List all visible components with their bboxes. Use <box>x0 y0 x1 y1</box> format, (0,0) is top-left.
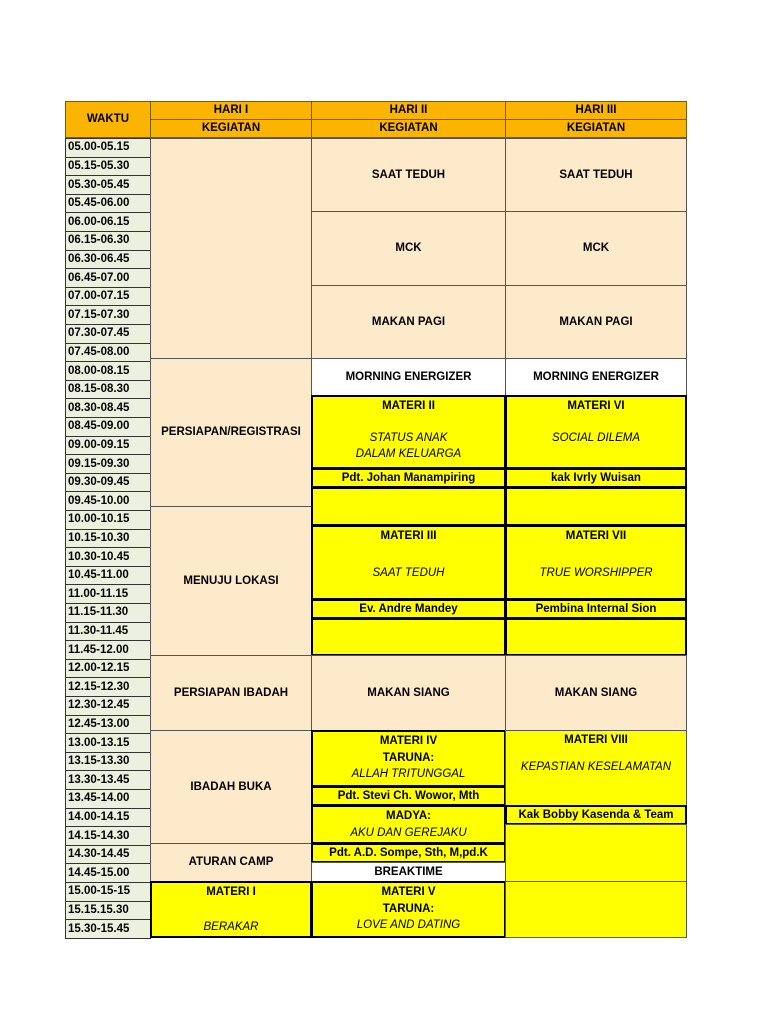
time-slot: 07.45-08.00 <box>65 343 151 363</box>
time-slot: 08.00-08.15 <box>65 361 151 381</box>
day1-empty-morning <box>150 138 312 359</box>
time-slot: 06.30-06.45 <box>65 250 151 270</box>
time-slot: 05.15-05.30 <box>65 157 151 177</box>
materi-2-topic: STATUS ANAK DALAM KELUARGA <box>355 431 462 461</box>
materi-7-topic: TRUE WORSHIPPER <box>539 566 653 579</box>
time-slot: 05.30-05.45 <box>65 175 151 195</box>
time-slot: 11.45-12.00 <box>65 640 151 660</box>
materi-6-topic: SOCIAL DILEMA <box>552 431 640 444</box>
time-slot: 10.00-10.15 <box>65 510 151 530</box>
day1-persiapan-registrasi: PERSIAPAN/REGISTRASI <box>150 358 312 507</box>
time-slot: 08.30-08.45 <box>65 398 151 418</box>
day3-empty-3 <box>505 824 687 882</box>
day3-morning-energizer: MORNING ENERGIZER <box>505 358 687 396</box>
day2-materi-3-speaker: Ev. Andre Mandey <box>311 599 506 619</box>
materi-6-title: MATERI VI <box>567 400 625 412</box>
day1-ibadah-buka: IBADAH BUKA <box>150 730 312 844</box>
day2-makan-siang: MAKAN SIANG <box>311 655 506 731</box>
materi-8-title: MATERI VIII <box>564 734 628 746</box>
day3-empty-1 <box>505 487 687 526</box>
time-slot: 08.15-08.30 <box>65 380 151 400</box>
day3-makan-pagi: MAKAN PAGI <box>505 285 687 359</box>
time-slot: 14.00-14.15 <box>65 808 151 828</box>
materi-4-madya-topic: AKU DAN GEREJAKU <box>350 826 467 839</box>
time-slot: 14.45-15.00 <box>65 863 151 883</box>
time-slot: 05.45-06.00 <box>65 194 151 214</box>
time-slot: 09.45-10.00 <box>65 491 151 511</box>
materi-4-taruna-topic: ALLAH TRITUNGGAL <box>351 768 466 781</box>
materi-5-topic: LOVE AND DATING <box>356 919 461 932</box>
time-slot: 08.45-09.00 <box>65 417 151 437</box>
time-slot: 09.00-09.15 <box>65 436 151 456</box>
header-kegiatan-1: KEGIATAN <box>150 119 312 138</box>
materi-7-title: MATERI VII <box>565 530 627 542</box>
day2-materi-4-madya <box>311 805 506 844</box>
header-kegiatan-3: KEGIATAN <box>505 119 687 138</box>
header-waktu: WAKTU <box>65 101 151 138</box>
time-slot: 06.00-06.15 <box>65 212 151 232</box>
day3-materi-7-speaker: Pembina Internal Sion <box>505 599 687 619</box>
time-slot: 12.00-12.15 <box>65 659 151 679</box>
day3-saat-teduh: SAAT TEDUH <box>505 138 687 212</box>
materi-5-title: MATERI V <box>381 886 436 898</box>
schedule-table <box>65 101 687 938</box>
day1-aturan-camp: ATURAN CAMP <box>150 843 312 882</box>
materi-1-topic: BERAKAR <box>203 920 259 933</box>
day2-saat-teduh: SAAT TEDUH <box>311 138 506 212</box>
time-slot: 06.45-07.00 <box>65 268 151 288</box>
day2-materi-4-madya-speaker: Pdt. A.D. Sompe, Sth, M,pd.K <box>311 843 506 863</box>
time-slot: 05.00-05.15 <box>65 138 151 158</box>
day2-breaktime: BREAKTIME <box>311 862 506 882</box>
time-slot: 12.15-12.30 <box>65 677 151 697</box>
header-hari-2: HARI II <box>311 101 506 120</box>
time-slot: 13.00-13.15 <box>65 733 151 753</box>
day3-materi-7 <box>505 525 687 600</box>
day1-persiapan-ibadah: PERSIAPAN IBADAH <box>150 655 312 731</box>
day3-materi-6 <box>505 395 687 469</box>
time-slot: 12.30-12.45 <box>65 696 151 716</box>
time-slot: 07.00-07.15 <box>65 287 151 307</box>
day3-empty-2 <box>505 618 687 656</box>
day2-materi-2 <box>311 395 506 469</box>
time-slot: 10.15-10.30 <box>65 529 151 549</box>
time-slot: 15.00-15-15 <box>65 882 151 902</box>
header-hari-3: HARI III <box>505 101 687 120</box>
time-slot: 10.45-11.00 <box>65 566 151 586</box>
header-kegiatan-2: KEGIATAN <box>311 119 506 138</box>
day2-materi-4-taruna-speaker: Pdt. Stevi Ch. Wowor, Mth <box>311 786 506 806</box>
time-slot: 12.45-13.00 <box>65 715 151 735</box>
day2-empty-2 <box>311 618 506 656</box>
time-slot: 07.30-07.45 <box>65 324 151 344</box>
materi-2-title: MATERI II <box>382 400 435 412</box>
day2-materi-5 <box>311 881 506 938</box>
day3-makan-siang: MAKAN SIANG <box>505 655 687 731</box>
materi-3-topic: SAAT TEDUH <box>372 566 445 579</box>
day2-materi-4-taruna <box>311 730 506 787</box>
time-slot: 06.15-06.30 <box>65 231 151 251</box>
materi-3-title: MATERI III <box>380 530 437 542</box>
day2-mck: MCK <box>311 211 506 286</box>
day3-empty-4 <box>505 881 687 938</box>
time-slot: 14.30-14.45 <box>65 845 151 865</box>
time-slot: 11.30-11.45 <box>65 622 151 642</box>
time-slot: 15.30-15.45 <box>65 919 151 939</box>
time-slot: 07.15-07.30 <box>65 305 151 325</box>
time-slot: 10.30-10.45 <box>65 547 151 567</box>
day3-materi-8 <box>505 730 687 806</box>
materi-1-title: MATERI I <box>206 886 256 898</box>
time-slot: 14.15-14.30 <box>65 826 151 846</box>
time-slot: 09.30-09.45 <box>65 473 151 493</box>
materi-5-taruna-label: TARUNA: <box>382 902 435 915</box>
header-hari-1: HARI I <box>150 101 312 120</box>
materi-8-topic: KEPASTIAN KESELAMATAN <box>520 760 672 773</box>
time-slot: 09.15-09.30 <box>65 454 151 474</box>
day2-makan-pagi: MAKAN PAGI <box>311 285 506 359</box>
day1-menuju-lokasi: MENUJU LOKASI <box>150 506 312 656</box>
day3-mck: MCK <box>505 211 687 286</box>
day1-materi-1 <box>150 881 312 938</box>
day2-materi-2-speaker: Pdt. Johan Manampiring <box>311 468 506 488</box>
time-slot: 13.45-14.00 <box>65 789 151 809</box>
day3-materi-6-speaker: kak Ivrly Wuisan <box>505 468 687 488</box>
time-slot: 11.00-11.15 <box>65 584 151 604</box>
materi-4-taruna-label: TARUNA: <box>382 751 435 764</box>
time-slot: 11.15-11.30 <box>65 603 151 623</box>
day3-materi-8-speaker: Kak Bobby Kasenda & Team <box>505 805 687 825</box>
materi-4-title: MATERI IV <box>379 735 438 747</box>
day2-morning-energizer: MORNING ENERGIZER <box>311 358 506 396</box>
time-slot: 15.15.15.30 <box>65 901 151 921</box>
day2-materi-3 <box>311 525 506 600</box>
time-slot: 13.30-13.45 <box>65 770 151 790</box>
time-slot: 13.15-13.30 <box>65 752 151 772</box>
materi-4-madya-label: MADYA: <box>386 810 431 822</box>
day2-empty-1 <box>311 487 506 526</box>
